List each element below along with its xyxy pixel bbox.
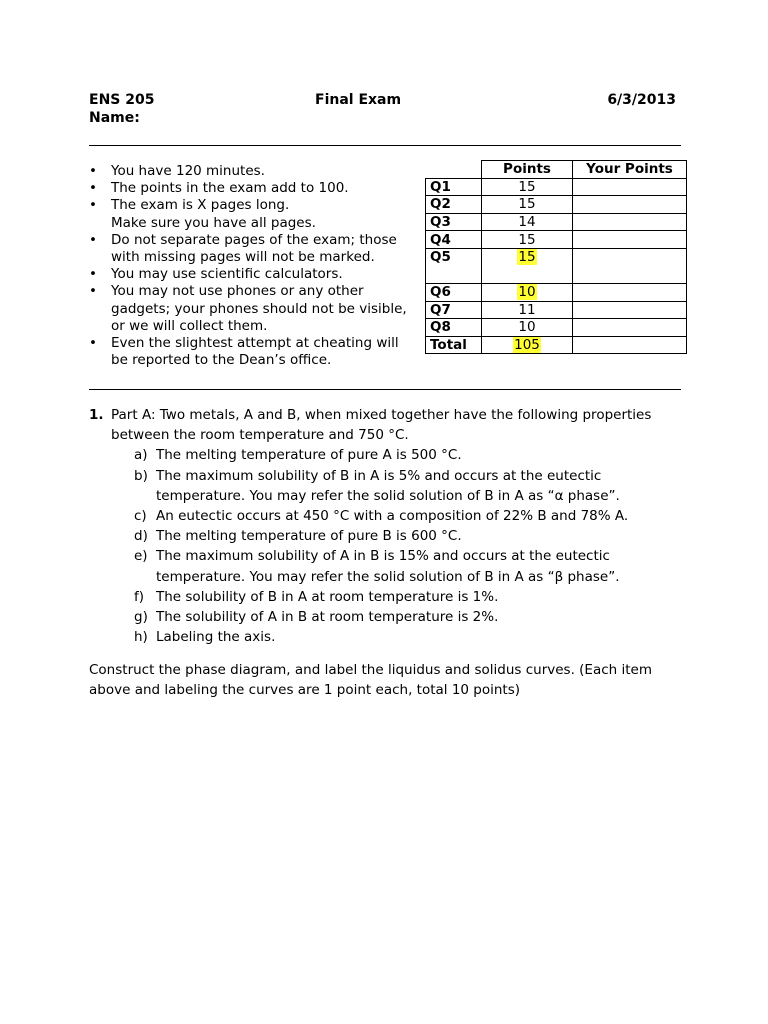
item-label: g) (134, 609, 148, 626)
question-item (134, 587, 689, 607)
question-label-cell: Q7 (426, 301, 482, 319)
instruction-item (89, 197, 419, 231)
your-points-cell[interactable] (573, 336, 687, 354)
item-text: An eutectic occurs at 450 °C with a composition of 22% B and 78% A. (156, 508, 629, 525)
your-points-cell[interactable] (573, 283, 687, 301)
points-row-q6 (426, 283, 687, 301)
bullet-icon: • (89, 266, 97, 283)
bullet-icon: • (89, 231, 97, 248)
points-value-cell (482, 301, 573, 319)
item-text: Labeling the axis. (156, 629, 276, 646)
points-value: 11 (518, 301, 536, 318)
your-points-cell[interactable] (573, 319, 687, 337)
question-1 (89, 405, 689, 647)
instruction-text: You have 120 minutes. (111, 163, 265, 179)
item-text: The solubility of A in B at room temperature is 2%. (156, 609, 499, 626)
points-row-q1 (426, 178, 687, 196)
question-item (134, 627, 689, 647)
instruction-item (89, 163, 419, 180)
question-item (134, 526, 689, 546)
course-code: ENS 205 (89, 92, 155, 108)
your-points-header: Your Points (573, 161, 687, 179)
header-corner-cell (426, 161, 482, 179)
points-value-cell (482, 248, 573, 283)
name-label: Name: (89, 110, 140, 126)
points-row-total (426, 336, 687, 354)
your-points-cell[interactable] (573, 213, 687, 231)
header-divider (89, 145, 681, 146)
points-row-q5 (426, 248, 687, 283)
your-points-cell[interactable] (573, 231, 687, 249)
item-text: The melting temperature of pure B is 600 °C. (156, 528, 462, 545)
points-table-header (426, 161, 687, 179)
points-header: Points (482, 161, 573, 179)
question-item (134, 506, 689, 526)
exam-header (89, 92, 676, 132)
item-text: The solubility of B in A at room temperature is 1%. (156, 588, 499, 605)
instruction-text: Even the slightest attempt at cheating will be reported to the Dean’s office. (111, 335, 399, 369)
points-value: 15 (518, 178, 536, 195)
question-item (134, 607, 689, 627)
question-label-cell: Q2 (426, 196, 482, 214)
item-label: a) (134, 447, 148, 464)
points-value: 10 (518, 319, 536, 336)
instruction-text: The points in the exam add to 100. (111, 180, 349, 197)
instruction-item (89, 283, 419, 335)
item-text: The maximum solubility of B in A is 5% and occurs at the eutectic temperature. You may refer the solid solution of B in A as “α phase”. (156, 467, 620, 504)
item-label: f) (134, 588, 145, 605)
item-label: b) (134, 467, 148, 484)
instruction-text: You may use scientific calculators. (111, 266, 343, 283)
item-text: The maximum solubility of A in B is 15% and occurs at the eutectic temperature. You may refer the solid solution of B in A as “β phase”. (156, 548, 620, 585)
points-value-cell (482, 319, 573, 337)
question-label-cell: Q3 (426, 213, 482, 231)
exam-date: 6/3/2013 (607, 92, 676, 108)
points-row-q2 (426, 196, 687, 214)
question-label-cell: Q1 (426, 178, 482, 196)
question-item (134, 445, 689, 465)
your-points-cell[interactable] (573, 301, 687, 319)
item-label: d) (134, 528, 148, 545)
bullet-icon: • (89, 163, 97, 179)
points-value-cell (482, 231, 573, 249)
construct-instruction: Construct the phase diagram, and label the liquidus and solidus curves. (Each item above and labeling the curves are 1 point each, total 10 points) (89, 662, 652, 698)
points-value-cell (482, 213, 573, 231)
exam-title: Final Exam (315, 92, 402, 108)
question-item (134, 546, 689, 586)
instruction-text: The exam is X pages long. Make sure you have all pages. (111, 197, 316, 231)
points-value-cell (482, 196, 573, 214)
points-value: 15 (518, 231, 536, 248)
instructions-list (89, 163, 419, 369)
question-label-cell: Q5 (426, 248, 482, 283)
points-value: 105 (514, 337, 540, 354)
item-label: e) (134, 548, 148, 565)
section-divider (89, 389, 681, 390)
points-row-q7 (426, 301, 687, 319)
points-row-q3 (426, 213, 687, 231)
instruction-item (89, 180, 419, 197)
points-value: 14 (518, 214, 536, 231)
bullet-icon: • (89, 180, 97, 197)
points-value-cell (482, 336, 573, 354)
your-points-cell[interactable] (573, 178, 687, 196)
item-label: h) (134, 629, 148, 646)
instruction-item (89, 266, 419, 283)
item-label: c) (134, 508, 147, 525)
points-value: 10 (518, 284, 536, 301)
your-points-cell[interactable] (573, 248, 687, 283)
question-label-cell: Total (426, 336, 482, 354)
question-item (134, 466, 689, 506)
points-table (425, 160, 687, 354)
points-row-q8 (426, 319, 687, 337)
instruction-item (89, 335, 419, 369)
instruction-text: You may not use phones or any other gadgets; your phones should not be visible, or we will collect them. (111, 283, 407, 334)
bullet-icon: • (89, 283, 97, 300)
bullet-icon: • (89, 197, 97, 214)
points-value-cell (482, 178, 573, 196)
question-label-cell: Q8 (426, 319, 482, 337)
item-text: The melting temperature of pure A is 500 °C. (156, 447, 462, 464)
instruction-item (89, 232, 419, 266)
question-intro: Part A: Two metals, A and B, when mixed together have the following properties between the room temperature and 750 °C. (111, 407, 652, 444)
question-number: 1. (89, 407, 104, 423)
question-label-cell: Q6 (426, 283, 482, 301)
points-value: 15 (518, 248, 536, 265)
points-value-cell (482, 283, 573, 301)
instruction-text: Do not separate pages of the exam; those with missing pages will not be marked. (111, 231, 397, 266)
question-label-cell: Q4 (426, 231, 482, 249)
bullet-icon: • (89, 335, 97, 352)
points-value: 15 (518, 196, 536, 213)
points-row-q4 (426, 231, 687, 249)
question-items-list (134, 445, 689, 647)
your-points-cell[interactable] (573, 196, 687, 214)
